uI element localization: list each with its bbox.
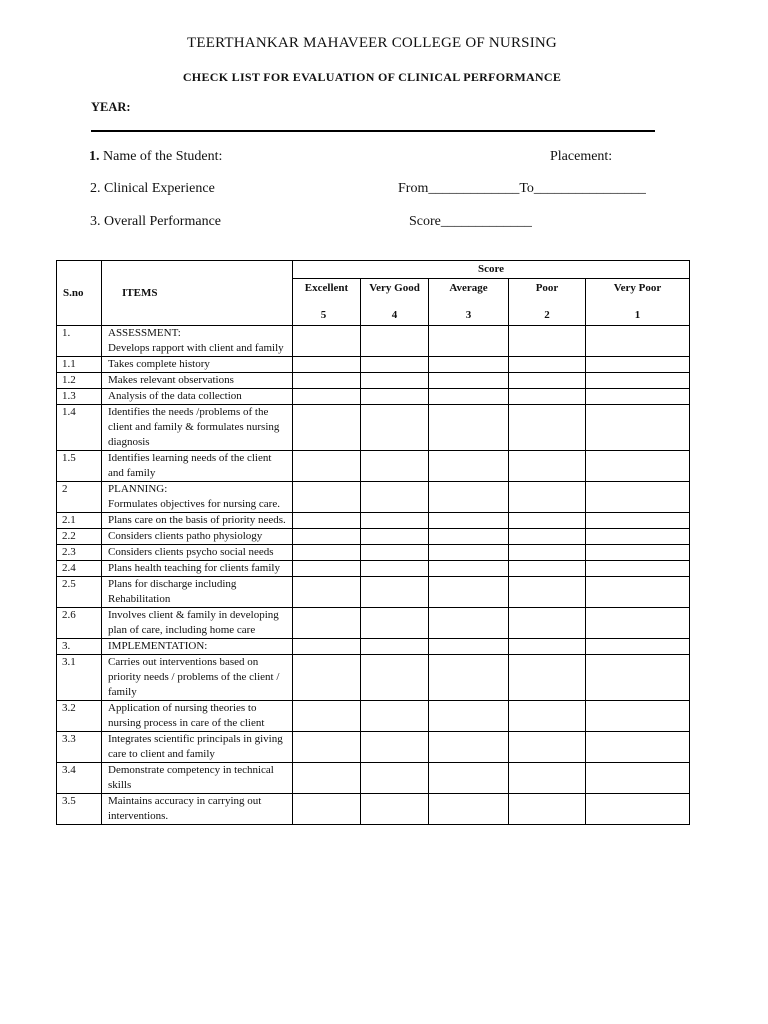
score-cell[interactable]	[586, 608, 690, 639]
score-cell[interactable]	[361, 482, 429, 513]
score-cell[interactable]	[293, 357, 361, 373]
score-cell[interactable]	[429, 561, 509, 577]
score-cell[interactable]	[293, 545, 361, 561]
section-heading: ASSESSMENT:	[108, 327, 181, 339]
item-text: Maintains accuracy in carrying out interventions.	[108, 795, 262, 822]
score-cell[interactable]	[361, 326, 429, 357]
score-cell[interactable]	[509, 794, 586, 825]
item-text: Involves client & family in developing plan of care, including home care	[108, 609, 279, 636]
score-cell[interactable]	[361, 577, 429, 608]
score-cell[interactable]	[509, 513, 586, 529]
placement-label: Placement:	[550, 149, 613, 164]
table-row	[57, 794, 690, 825]
row-item	[102, 763, 293, 794]
table-row	[57, 639, 690, 655]
item-text: Analysis of the data collection	[108, 390, 242, 402]
score-cell[interactable]	[509, 608, 586, 639]
rating-header-excellent: Excellent 5	[293, 279, 361, 326]
score-cell[interactable]	[429, 326, 509, 357]
score-cell[interactable]	[429, 794, 509, 825]
row-item	[102, 608, 293, 639]
table-row	[57, 326, 690, 357]
row-number: 2.3	[57, 545, 102, 561]
row-number: 1.4	[57, 405, 102, 451]
row-number: 3.5	[57, 794, 102, 825]
sno-header: S.no	[57, 261, 102, 326]
separator-line	[91, 130, 655, 132]
score-cell[interactable]	[509, 561, 586, 577]
score-cell[interactable]	[361, 639, 429, 655]
row-number: 2.5	[57, 577, 102, 608]
table-row	[57, 655, 690, 701]
row-item	[102, 357, 293, 373]
score-cell[interactable]	[293, 389, 361, 405]
row-item	[102, 639, 293, 655]
item-text: Carries out interventions based on priority needs / problems of the client / family	[108, 656, 280, 698]
row-number: 3.3	[57, 732, 102, 763]
table-row	[57, 763, 690, 794]
score-cell[interactable]	[361, 357, 429, 373]
rating-header-very-good: Very Good 4	[361, 279, 429, 326]
score-cell[interactable]	[361, 513, 429, 529]
score-cell[interactable]	[361, 655, 429, 701]
row-item	[102, 529, 293, 545]
row-number: 2.4	[57, 561, 102, 577]
score-cell[interactable]	[429, 763, 509, 794]
overall-performance-label: 3. Overall Performance	[90, 214, 221, 229]
checklist-title: CHECK LIST FOR EVALUATION OF CLINICAL PERFORMANCE	[182, 70, 562, 84]
table-row	[57, 389, 690, 405]
score-cell[interactable]	[509, 482, 586, 513]
score-cell[interactable]	[293, 561, 361, 577]
table-row	[57, 357, 690, 373]
row-item	[102, 561, 293, 577]
score-cell[interactable]	[361, 763, 429, 794]
table-row	[57, 608, 690, 639]
score-cell[interactable]	[509, 357, 586, 373]
rating-header-average: Average 3	[429, 279, 509, 326]
item-text: Makes relevant observations	[108, 374, 234, 386]
year-label: YEAR:	[91, 100, 131, 114]
score-cell[interactable]	[509, 639, 586, 655]
row-item	[102, 545, 293, 561]
score-cell[interactable]	[293, 794, 361, 825]
score-cell[interactable]	[293, 577, 361, 608]
table-row	[57, 545, 690, 561]
table-row	[57, 482, 690, 513]
row-number: 3.2	[57, 701, 102, 732]
score-cell[interactable]	[293, 482, 361, 513]
row-number: 2.1	[57, 513, 102, 529]
row-item	[102, 701, 293, 732]
item-text: Formulates objectives for nursing care.	[108, 498, 280, 510]
student-name-label: Name of the Student:	[103, 149, 223, 164]
score-cell[interactable]	[509, 655, 586, 701]
item-text: Application of nursing theories to nursing process in care of the client	[108, 702, 265, 729]
score-cell[interactable]	[293, 405, 361, 451]
row-item	[102, 732, 293, 763]
score-cell[interactable]	[586, 655, 690, 701]
score-cell[interactable]	[509, 405, 586, 451]
score-cell[interactable]	[361, 545, 429, 561]
score-cell[interactable]	[429, 451, 509, 482]
score-cell[interactable]	[361, 701, 429, 732]
score-cell[interactable]	[509, 389, 586, 405]
rating-header-very-poor: Very Poor 1	[586, 279, 690, 326]
score-cell[interactable]	[429, 373, 509, 389]
row-item	[102, 655, 293, 701]
score-cell[interactable]	[429, 608, 509, 639]
score-cell[interactable]	[586, 794, 690, 825]
score-cell[interactable]	[293, 701, 361, 732]
score-cell[interactable]	[293, 326, 361, 357]
score-cell[interactable]	[586, 373, 690, 389]
row-item	[102, 513, 293, 529]
table-row	[57, 577, 690, 608]
score-cell[interactable]	[293, 608, 361, 639]
table-row	[57, 451, 690, 482]
row-number: 1.	[57, 326, 102, 357]
table-row	[57, 529, 690, 545]
item-text: Identifies learning needs of the client and family	[108, 452, 272, 479]
score-cell[interactable]	[509, 373, 586, 389]
item-text: Identifies the needs /problems of the client and family & formulates nursing diagnosis	[108, 406, 280, 448]
score-cell[interactable]	[429, 639, 509, 655]
item-text: Plans care on the basis of priority needs.	[108, 514, 286, 526]
score-cell[interactable]	[586, 405, 690, 451]
score-cell[interactable]	[293, 639, 361, 655]
table-row	[57, 701, 690, 732]
score-cell[interactable]	[586, 545, 690, 561]
row-item	[102, 482, 293, 513]
row-number: 3.	[57, 639, 102, 655]
score-cell[interactable]	[429, 732, 509, 763]
score-cell[interactable]	[361, 389, 429, 405]
from-to-field: From_____________To________________	[398, 181, 646, 196]
table-row	[57, 732, 690, 763]
score-cell[interactable]	[429, 529, 509, 545]
score-cell[interactable]	[293, 529, 361, 545]
score-cell[interactable]	[509, 763, 586, 794]
row-number: 1.1	[57, 357, 102, 373]
table-row	[57, 373, 690, 389]
item-text: Demonstrate competency in technical skills	[108, 764, 274, 791]
score-cell[interactable]	[509, 732, 586, 763]
section-heading: IMPLEMENTATION:	[108, 640, 208, 652]
score-cell[interactable]	[586, 357, 690, 373]
score-cell[interactable]	[509, 326, 586, 357]
score-cell[interactable]	[361, 732, 429, 763]
score-cell[interactable]	[429, 389, 509, 405]
row-item	[102, 451, 293, 482]
student-number: 1.	[89, 149, 100, 164]
item-text: Plans for discharge including Rehabilitation	[108, 578, 237, 605]
score-cell[interactable]	[586, 389, 690, 405]
score-cell[interactable]	[429, 655, 509, 701]
score-cell[interactable]	[586, 513, 690, 529]
row-item	[102, 389, 293, 405]
score-cell[interactable]	[293, 451, 361, 482]
score-cell[interactable]	[509, 577, 586, 608]
clinical-experience-label: 2. Clinical Experience	[90, 181, 215, 196]
score-cell[interactable]	[586, 326, 690, 357]
score-cell[interactable]	[429, 513, 509, 529]
score-cell[interactable]	[509, 545, 586, 561]
row-number: 3.1	[57, 655, 102, 701]
score-cell[interactable]	[586, 732, 690, 763]
score-cell[interactable]	[586, 577, 690, 608]
score-cell[interactable]	[429, 482, 509, 513]
row-number: 2	[57, 482, 102, 513]
score-cell[interactable]	[293, 513, 361, 529]
score-cell[interactable]	[293, 763, 361, 794]
score-cell[interactable]	[586, 701, 690, 732]
score-cell[interactable]	[429, 545, 509, 561]
item-text: Integrates scientific principals in giving care to client and family	[108, 733, 283, 760]
item-text: Takes complete history	[108, 358, 210, 370]
score-cell[interactable]	[429, 357, 509, 373]
items-header: ITEMS	[102, 261, 293, 326]
table-row	[57, 405, 690, 451]
evaluation-table	[56, 260, 690, 825]
score-cell[interactable]	[509, 451, 586, 482]
row-number: 2.2	[57, 529, 102, 545]
table-header-row	[57, 261, 690, 279]
table-row	[57, 561, 690, 577]
score-cell[interactable]	[293, 655, 361, 701]
row-item	[102, 405, 293, 451]
item-text: Considers clients patho physiology	[108, 530, 263, 542]
row-number: 1.5	[57, 451, 102, 482]
score-cell[interactable]	[586, 529, 690, 545]
score-cell[interactable]	[586, 482, 690, 513]
score-cell[interactable]	[293, 732, 361, 763]
score-cell[interactable]	[361, 561, 429, 577]
score-cell[interactable]	[361, 794, 429, 825]
row-item	[102, 373, 293, 389]
score-cell[interactable]	[361, 529, 429, 545]
score-cell[interactable]	[509, 529, 586, 545]
score-cell[interactable]	[429, 701, 509, 732]
row-number: 1.3	[57, 389, 102, 405]
score-field: Score_____________	[409, 214, 532, 229]
score-cell[interactable]	[361, 373, 429, 389]
item-text: Plans health teaching for clients family	[108, 562, 280, 574]
score-cell[interactable]	[361, 608, 429, 639]
score-cell[interactable]	[586, 561, 690, 577]
score-header: Score	[293, 261, 690, 279]
college-name: TEERTHANKAR MAHAVEER COLLEGE OF NURSING	[187, 35, 557, 51]
score-cell[interactable]	[293, 373, 361, 389]
score-cell[interactable]	[586, 451, 690, 482]
student-name-field	[89, 149, 222, 165]
section-heading: PLANNING:	[108, 483, 168, 495]
row-item	[102, 577, 293, 608]
table-row	[57, 513, 690, 529]
score-cell[interactable]	[429, 405, 509, 451]
row-item	[102, 326, 293, 357]
score-cell[interactable]	[586, 639, 690, 655]
row-item	[102, 794, 293, 825]
score-cell[interactable]	[429, 577, 509, 608]
row-number: 1.2	[57, 373, 102, 389]
score-cell[interactable]	[509, 701, 586, 732]
row-number: 3.4	[57, 763, 102, 794]
item-text: Develops rapport with client and family	[108, 342, 284, 354]
score-cell[interactable]	[586, 763, 690, 794]
rating-header-poor: Poor 2	[509, 279, 586, 326]
row-number: 2.6	[57, 608, 102, 639]
score-cell[interactable]	[361, 451, 429, 482]
item-text: Considers clients psycho social needs	[108, 546, 274, 558]
score-cell[interactable]	[361, 405, 429, 451]
